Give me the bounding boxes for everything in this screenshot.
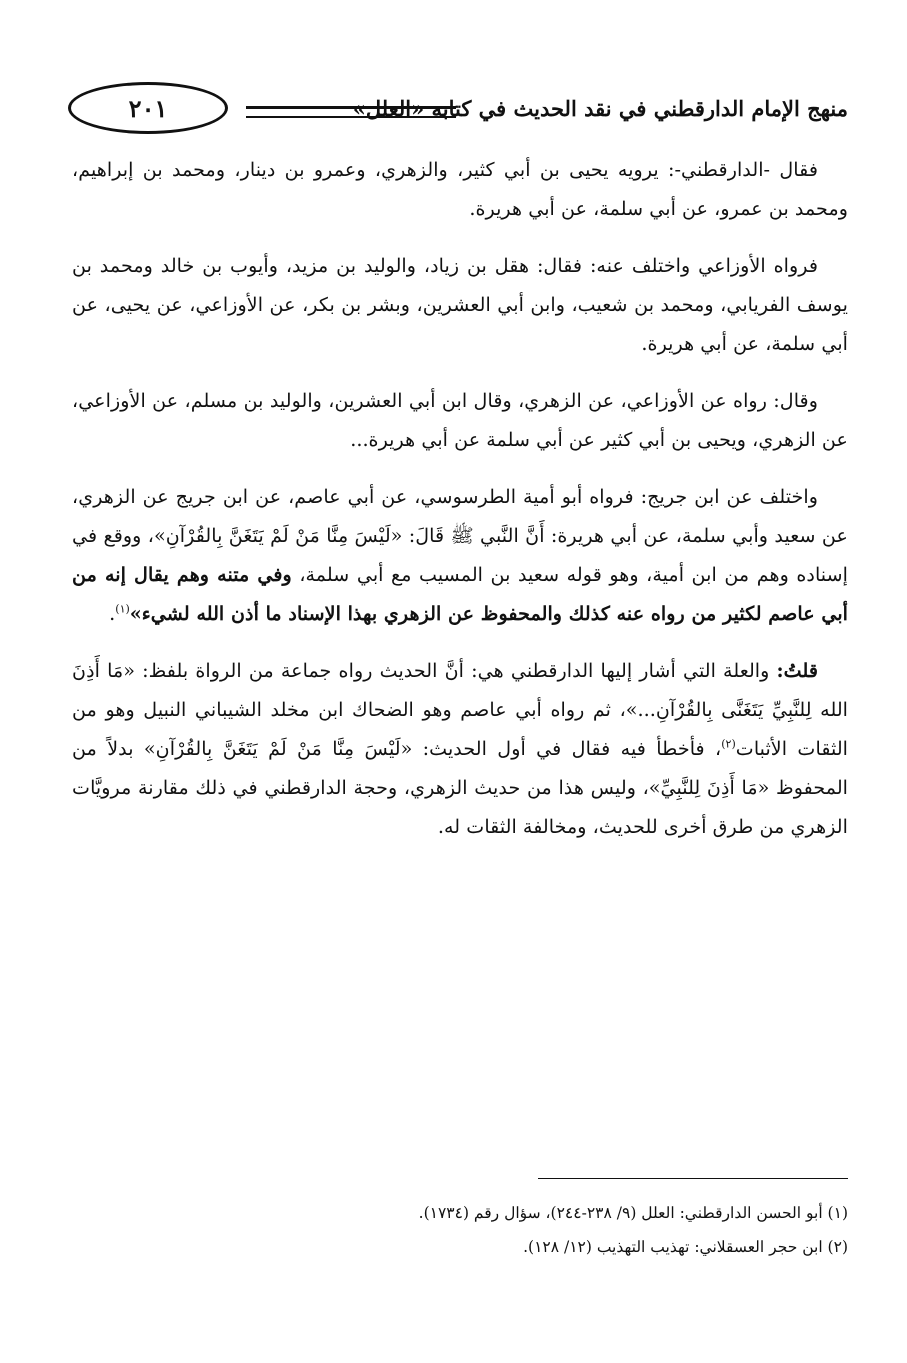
header-double-rule [246,106,456,118]
paragraph-5-text-a: والعلة التي أشار إليها الدارقطني هي: أنَّ الحديث رواه جماعة من الرواة بلفظ: «مَا أَذِنَ الله لِلنَّبِيِّ يَتَغَنَّى بِالقُرْآنِ...»، ثم رواه أبي عاصم وهو الضحاك ابن مخلد الشيباني النبيل وهو من الثقات الأثبات [72,659,848,760]
running-title: منهج الإمام الدارقطني في نقد الحديث في كتابه «العلل» [352,96,848,121]
paragraph-3: وقال: رواه عن الأوزاعي، عن الزهري، وقال ابن أبي العشرين، والوليد بن مسلم، عن الأوزاعي، عن الزهري، ويحيى بن أبي كثير عن أبي سلمة عن أبي هريرة... [72,389,848,451]
paragraph-5-lead: قلتُ: [776,659,818,682]
footnote-ref-1[interactable]: (١) [115,602,130,616]
footnotes [72,1196,848,1264]
page-number: ٢٠١ [128,93,168,123]
paragraph-5-text-b: ، فأخطأ فيه فقال في أول الحديث: «لَيْسَ مِنَّا مَنْ لَمْ يَتَغَنَّ بِالقُرْآنِ» بدلاً من المحفوظ «مَا أَذِنَ لِلنَّبِيِّ»، وليس هذا من حديث الزهري، وحجة الدارقطني في ذلك مقارنة مرويَّات الزهري من طرق أخرى للحديث، ومخالفة الثقات له. [72,737,848,838]
paragraph-4 [72,477,848,633]
paragraph-5 [72,651,848,846]
paragraph-4-text: واختلف عن ابن جريج: فرواه أبو أمية الطرسوسي، عن أبي عاصم، عن ابن جريج عن الزهري، عن سعيد وأبي سلمة، عن أبي هريرة: أَنَّ النَّبي ﷺ قَالَ: «لَيْسَ مِنَّا مَنْ لَمْ يَتَغَنَّ بِالقُرْآنِ»، ووقع في إسناده وهم من ابن أمية، وهو قوله سعيد بن المسيب مع أبي سلمة، [72,485,848,586]
footnote-separator [538,1178,848,1179]
paragraph-4-end: . [109,602,116,625]
paragraph-2: فرواه الأوزاعي واختلف عنه: فقال: هقل بن زياد، والوليد بن مزيد، وأيوب بن خالد ومحمد بن يوسف الفريابي، ومحمد بن شعيب، وابن أبي العشرين، وبشر بن بكر، عن الأوزاعي، عن يحيى، عن أبي سلمة، عن أبي هريرة. [72,254,848,355]
page-number-oval [68,82,228,134]
footnote-ref-2[interactable]: (٢) [721,737,736,751]
page-header [68,78,848,140]
main-text [72,150,848,864]
footnote-2: (٢) ابن حجر العسقلاني: تهذيب التهذيب (١٢/ ١٢٨). [523,1238,848,1256]
footnote-1: (١) أبو الحسن الدارقطني: العلل (٩/ ٢٣٨-٢٤٤)، سؤال رقم (١٧٣٤). [418,1204,848,1222]
paragraph-1: فقال -الدارقطني-: يرويه يحيى بن أبي كثير، والزهري، وعمرو بن دينار، ومحمد بن إبراهيم، ومحمد بن عمرو، عن أبي سلمة، عن أبي هريرة. [72,158,848,220]
paragraph-4-bold-text: وفي متنه وهم يقال إنه من أبي عاصم لكثير من رواه عنه كذلك والمحفوظ عن الزهري بهذا الإسناد ما أذن الله لشيء» [72,563,848,625]
